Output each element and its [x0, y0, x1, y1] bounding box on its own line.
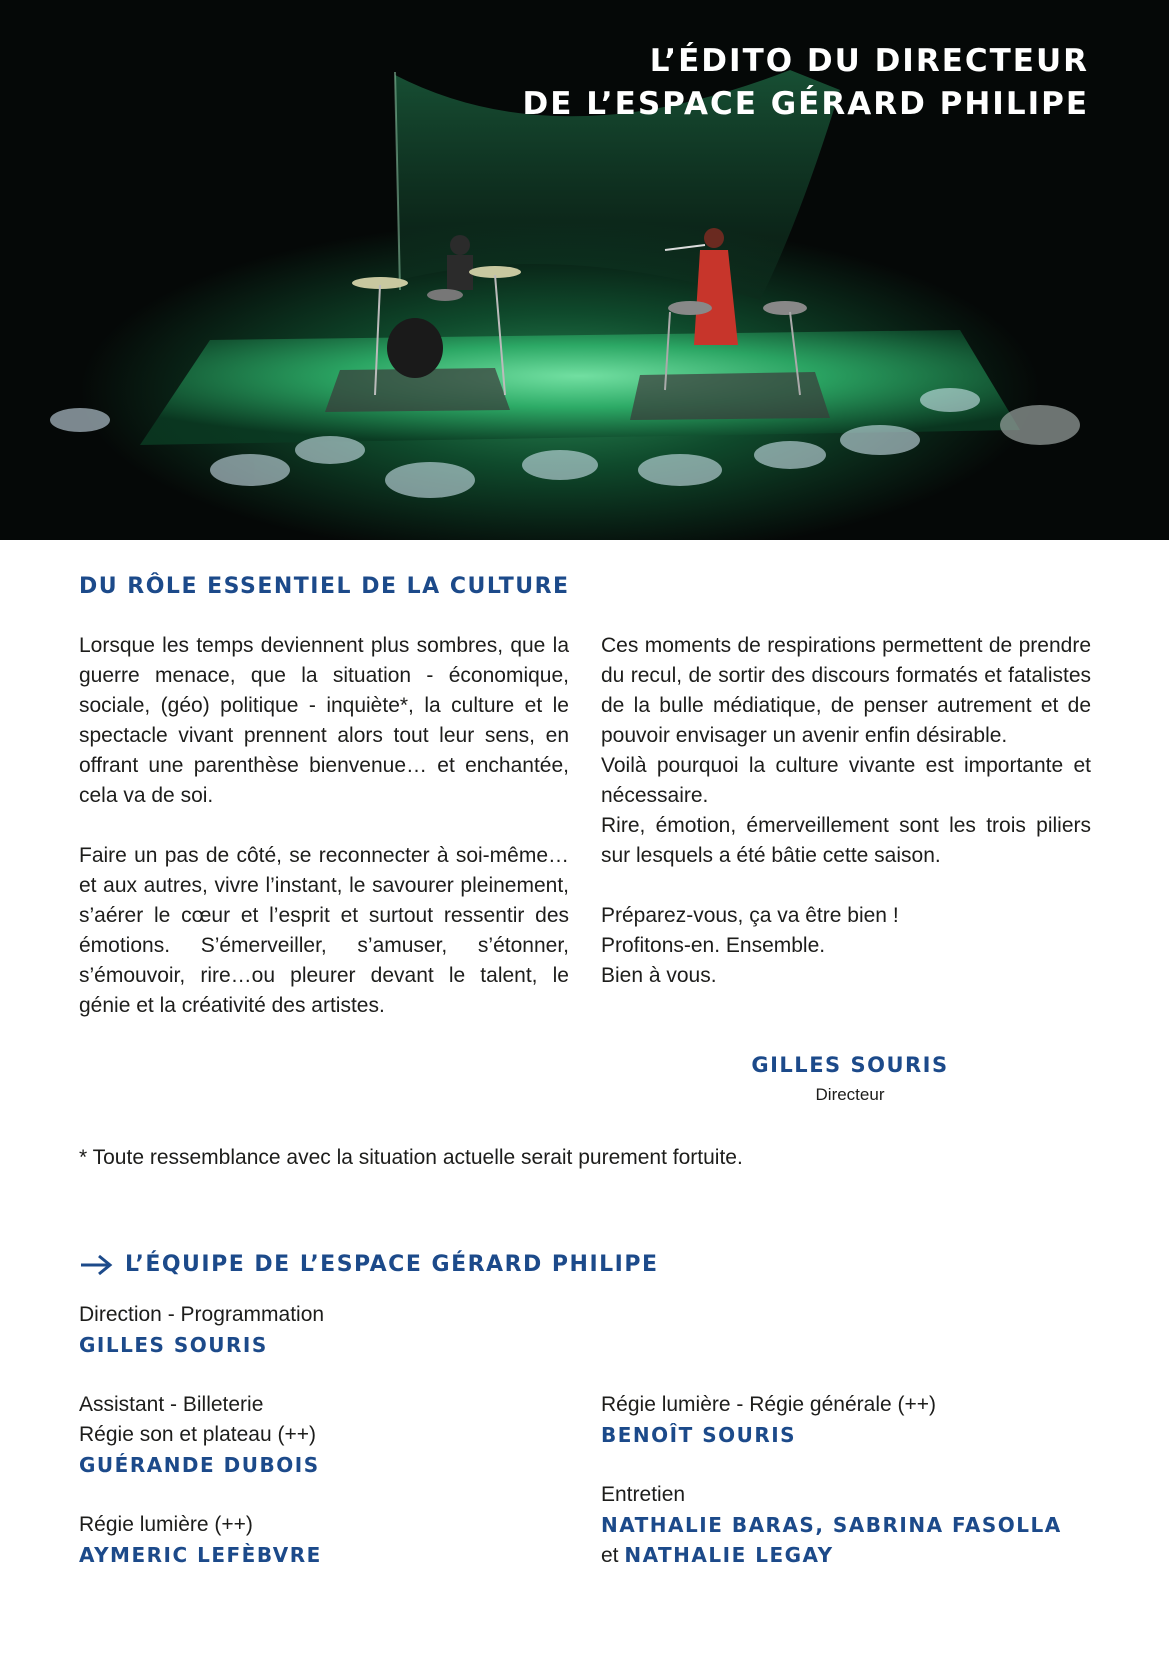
edito-closing-line: Bien à vous.: [601, 964, 717, 987]
edito-heading: DU RÔLE ESSENTIEL DE LA CULTURE: [79, 574, 570, 599]
team-name: NATHALIE BARAS, SABRINA FASOLLA: [601, 1513, 1062, 1537]
team-member-generale: [601, 1390, 936, 1450]
arrow-right-icon: [79, 1254, 113, 1276]
edito-closing-line: Profitons-en. Ensemble.: [601, 934, 826, 957]
team-name-line: [601, 1540, 1062, 1571]
footnote: * Toute ressemblance avec la situation actuelle serait purement fortuite.: [79, 1146, 743, 1169]
team-role: Assistant - Billeterie: [79, 1393, 264, 1416]
team-role: Régie lumière (++): [79, 1513, 253, 1536]
team-name: AYMERIC LEFÈBVRE: [79, 1543, 322, 1567]
team-member-direction: [79, 1300, 324, 1360]
edito-paragraph: Voilà pourquoi la culture vivante est importante et nécessaire.: [601, 754, 1091, 807]
team-name: BENOÎT SOURIS: [601, 1423, 797, 1447]
edito-closing-line: Préparez-vous, ça va être bien !: [601, 904, 899, 927]
team-member-entretien: [601, 1480, 1062, 1571]
team-role: Entretien: [601, 1483, 686, 1506]
team-role: Direction - Programmation: [79, 1303, 325, 1326]
team-name: GUÉRANDE DUBOIS: [79, 1453, 320, 1477]
hero-photo: [0, 0, 1169, 540]
team-name: GILLES SOURIS: [79, 1333, 268, 1357]
page-title-line-1: L’ÉDITO DU DIRECTEUR: [649, 43, 1089, 79]
page-title: [523, 40, 1089, 126]
team-connector: et: [601, 1544, 619, 1567]
edito-right-column: [601, 631, 1091, 991]
team-role: Régie lumière - Régie générale (++): [601, 1393, 937, 1416]
page-title-line-2: DE L’ESPACE GÉRARD PHILIPE: [522, 86, 1089, 122]
team-heading-label: L’ÉQUIPE DE L’ESPACE GÉRARD PHILIPE: [125, 1252, 659, 1277]
signature-name: GILLES SOURIS: [751, 1053, 949, 1077]
team-heading: [79, 1252, 659, 1277]
signature-role: Directeur: [815, 1085, 885, 1104]
edito-paragraph: Rire, émotion, émerveillement sont les trois piliers sur lesquels a été bâtie cette saison.: [601, 814, 1091, 867]
team-role: Régie son et plateau (++): [79, 1423, 316, 1446]
team-member-lumiere: [79, 1510, 322, 1570]
edito-paragraph: Ces moments de respirations permettent de prendre du recul, de sortir des discours formatés et fatalistes de la bulle médiatique, de penser autrement et de pouvoir envisager un avenir enfin désirable.: [601, 634, 1091, 747]
edito-paragraph: Lorsque les temps deviennent plus sombres, que la guerre menace, que la situation - économique, sociale, (géo) politique - inquiète*, la culture et le spectacle vivant prennent alors tout leur sens, en offrant une parenthèse bienvenue… et enchantée, cela va de soi.: [79, 634, 569, 807]
team-name: NATHALIE LEGAY: [624, 1543, 834, 1567]
team-member-assistant: [79, 1390, 320, 1480]
edito-paragraph: Faire un pas de côté, se reconnecter à soi-même… et aux autres, vivre l’instant, le savourer pleinement, s’aérer le cœur et l’esprit et surtout ressentir des émotions. S’émerveiller, s’amuser, s’étonner, s’émouvoir, rire…ou pleurer devant le talent, le génie et la créativité des artistes.: [79, 844, 569, 1017]
edito-left-column: [79, 631, 569, 1021]
